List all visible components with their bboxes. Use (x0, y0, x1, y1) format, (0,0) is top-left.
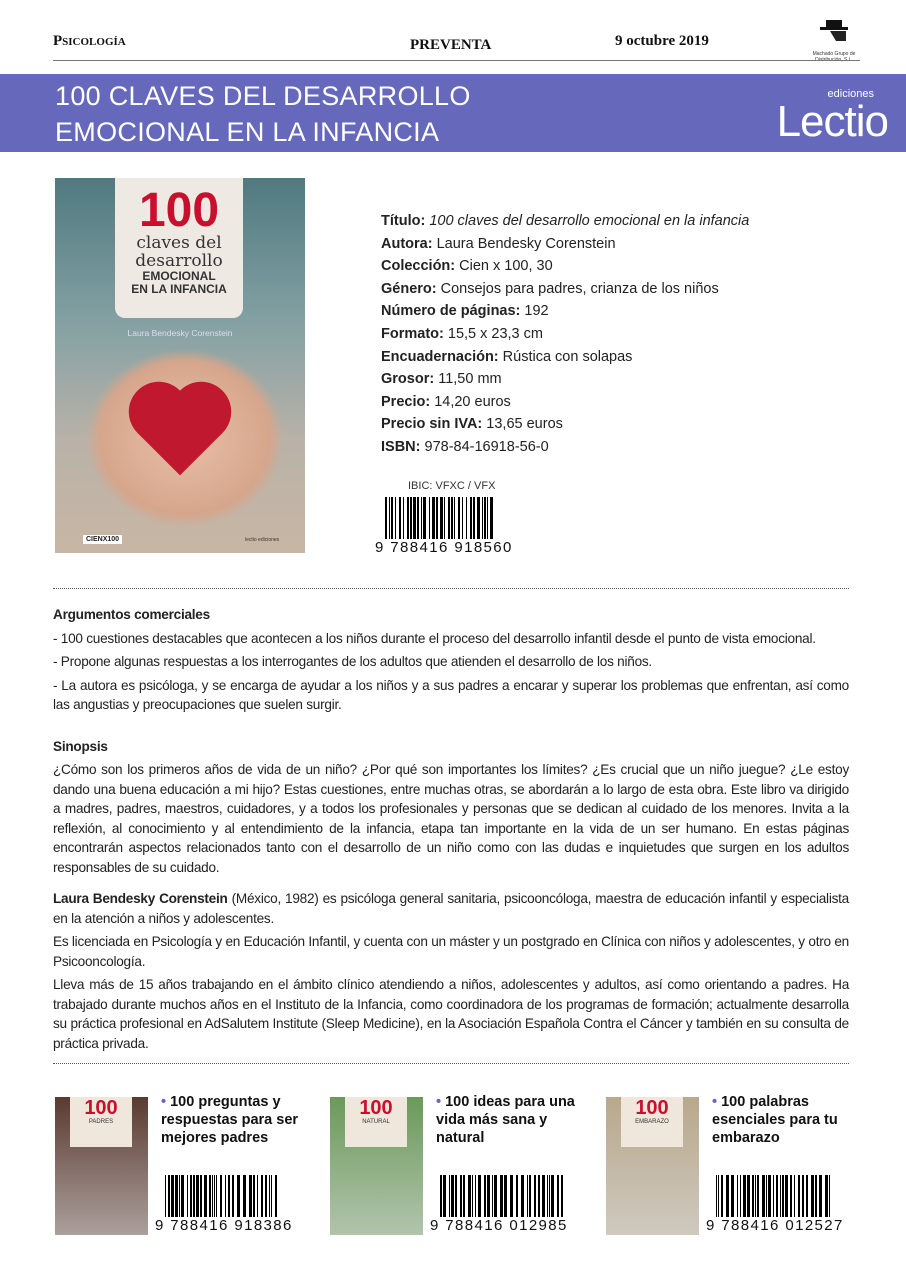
dotted-divider (53, 1063, 849, 1064)
detail-label: Precio sin IVA: (381, 416, 483, 433)
bullet-icon: • (436, 1094, 446, 1110)
detail-label: Autora: (381, 235, 433, 252)
category-label: Psicología (53, 33, 126, 49)
barcode-bars (165, 1175, 280, 1217)
detail-label: Título: (381, 213, 426, 229)
header-divider (53, 60, 860, 61)
book-title (55, 78, 471, 150)
sinopsis-text: ¿Cómo son los primeros años de vida de un niño? ¿Por qué son importantes los límites? ¿Es crucial que un niño juegue? ¿Le estoy dando una buena educación a mi hijo? Estas cuestiones, entre muchas otras, se abordarán a lo largo de esta obra. Este libro va dirigido a madres, padres, maestros, cuidadores, y a todos los profesionales y personas que se dedican al cuidado de los menores. Invita a la reflexión, al conocimiento y al entendimiento de la infancia, etapa tan importante en la vida de un ser humano. En estas páginas encontrarán aspectos relacionados tanto con el desarrollo de un niño como con las dudas e inquietudes que surgen en los adultos responsables de su cuidado. (53, 762, 849, 875)
barcode-bars (440, 1175, 564, 1217)
related-title (436, 1093, 586, 1147)
sinopsis-section (53, 737, 849, 878)
cover-line: desarrollo (135, 251, 223, 271)
detail-row (381, 300, 749, 323)
related-title-text: 100 preguntas y respuestas para ser mejores padres (161, 1094, 299, 1146)
author-bio (53, 889, 849, 1053)
detail-value: Cien x 100, 30 (459, 258, 553, 275)
detail-value: 978-84-16918-56-0 (424, 438, 549, 455)
related-title (161, 1093, 311, 1147)
related-cover: 100 NATURAL (330, 1097, 423, 1235)
related-book (606, 1094, 866, 1237)
detail-label: Encuadernación: (381, 348, 499, 365)
bio-text: Lleva más de 15 años trabajando en el ámbito clínico atendiendo a niños, adolescentes y adultos, así como orientando a padres. Ha trabajado durante muchos años en el Instituto de la Infancia, como coordinadora de los programas de formación; actualmente desarrolla su práctica profesional en AdSalutem Institute (Sleep Medicine), en la Asociación Española Contra el Cáncer y también en su consulta de práctica privada. (53, 977, 849, 1051)
bio-text: (México, 1982) es psicóloga general sanitaria, psicooncóloga, maestra de educación infantil y especialista en la atención a niños y adolescentes. (53, 891, 849, 926)
hat-man-icon (816, 18, 852, 44)
ibic-code: IBIC: VFXC / VFX (408, 480, 496, 492)
author-name: Laura Bendesky Corenstein (53, 891, 228, 906)
distributor-logo (808, 18, 860, 63)
related-books (53, 1094, 849, 1247)
barcode-digits: 9 788416 918560 (375, 539, 513, 556)
detail-label: Grosor: (381, 371, 435, 388)
detail-row (381, 278, 749, 301)
cover-publisher: lectio ediciones (245, 537, 280, 543)
status-label: PREVENTA (410, 37, 492, 53)
barcode-digits: 9 788416 012527 (706, 1217, 844, 1234)
detail-row (381, 233, 749, 256)
dotted-divider (53, 588, 849, 589)
related-title-text: 100 palabras esenciales para tu embarazo (712, 1094, 838, 1146)
related-book (330, 1094, 590, 1237)
detail-row (381, 436, 749, 459)
barcode-digits: 9 788416 918386 (155, 1217, 293, 1234)
barcode-bars (385, 497, 495, 539)
publisher-logo-small: ediciones (827, 88, 874, 100)
argumentos-section (53, 605, 849, 715)
argument-item: - La autora es psicóloga, y se encarga de ayudar a los niños y a sus padres a encarar y superar los problemas que enfrentan, así como las angustias y preocupaciones que suelen surgir. (53, 677, 849, 712)
detail-label: Formato: (381, 325, 444, 342)
argument-item: - Propone algunas respuestas a los interrogantes de los adultos que atienden el desarrollo de los niños. (53, 654, 652, 669)
detail-row (381, 368, 749, 391)
detail-value: 100 claves del desarrollo emocional en la infancia (429, 213, 750, 229)
detail-value: Consejos para padres, crianza de los niños (440, 280, 719, 297)
cover-author: Laura Bendesky Corenstein (127, 328, 233, 338)
cover-line: EMOCIONAL (142, 269, 216, 283)
detail-row (381, 413, 749, 436)
title-line-1: 100 CLAVES DEL DESARROLLO (55, 81, 471, 111)
detail-row (381, 255, 749, 278)
book-cover (55, 178, 305, 553)
barcode-digits: 9 788416 012985 (430, 1217, 568, 1234)
bullet-icon: • (712, 1094, 722, 1110)
barcode-bar (277, 1175, 280, 1217)
related-cover-text: PADRES (88, 1119, 114, 1125)
cover-title-panel (115, 178, 243, 318)
detail-row (381, 346, 749, 369)
bio-text: Es licenciada en Psicología y en Educación Infantil, y cuenta con un máster y un postgrado en Clínica con niños y adolescentes, y otro en Psicooncología. (53, 934, 849, 969)
related-cover-text: EMBARAZO (635, 1119, 669, 1125)
date-label: 9 octubre 2019 (615, 33, 709, 49)
detail-row (381, 323, 749, 346)
book-details (381, 210, 749, 459)
body-content (53, 588, 849, 1247)
detail-row (381, 391, 749, 414)
related-book (55, 1094, 315, 1237)
bullet-icon: • (161, 1094, 171, 1110)
detail-label: Género: (381, 280, 437, 297)
detail-value: Laura Bendesky Corenstein (436, 235, 616, 252)
section-heading: Sinopsis (53, 738, 108, 754)
detail-value: 14,20 euros (434, 393, 511, 410)
related-title (712, 1093, 862, 1147)
detail-value: 15,5 x 23,3 cm (447, 325, 543, 342)
cover-collection: CIENX100 (83, 535, 122, 544)
detail-label: Colección: (381, 258, 456, 275)
detail-row (381, 210, 749, 233)
related-cover: 100 PADRES (55, 1097, 148, 1235)
detail-label: Precio: (381, 393, 431, 410)
detail-value: 192 (524, 303, 549, 320)
detail-label: Número de páginas: (381, 303, 521, 320)
barcode-bar (563, 1175, 564, 1217)
barcode-bar (493, 497, 495, 539)
related-cover-text: NATURAL (362, 1119, 390, 1125)
publisher-logo: Lectio (776, 97, 888, 146)
barcode-bar (830, 1175, 831, 1217)
related-cover: 100 EMBARAZO (606, 1097, 699, 1235)
related-title-text: 100 ideas para una vida más sana y natural (436, 1094, 575, 1146)
title-line-2: EMOCIONAL EN LA INFANCIA (55, 117, 440, 147)
detail-value: Rústica con solapas (502, 348, 633, 365)
detail-value: 11,50 mm (438, 371, 502, 388)
cover-line: EN LA INFANCIA (131, 282, 227, 296)
section-heading: Argumentos comerciales (53, 607, 210, 622)
barcode-bars (716, 1175, 831, 1217)
detail-label: ISBN: (381, 438, 421, 455)
cover-number: 100 (138, 184, 220, 237)
detail-value: 13,65 euros (486, 416, 563, 433)
cover-line: claves del (136, 233, 222, 253)
argument-item: - 100 cuestiones destacables que acontecen a los niños durante el proceso del desarrollo infantil desde el punto de vista emocional. (53, 630, 816, 646)
distributor-name: Machado Grupo de (812, 51, 856, 57)
